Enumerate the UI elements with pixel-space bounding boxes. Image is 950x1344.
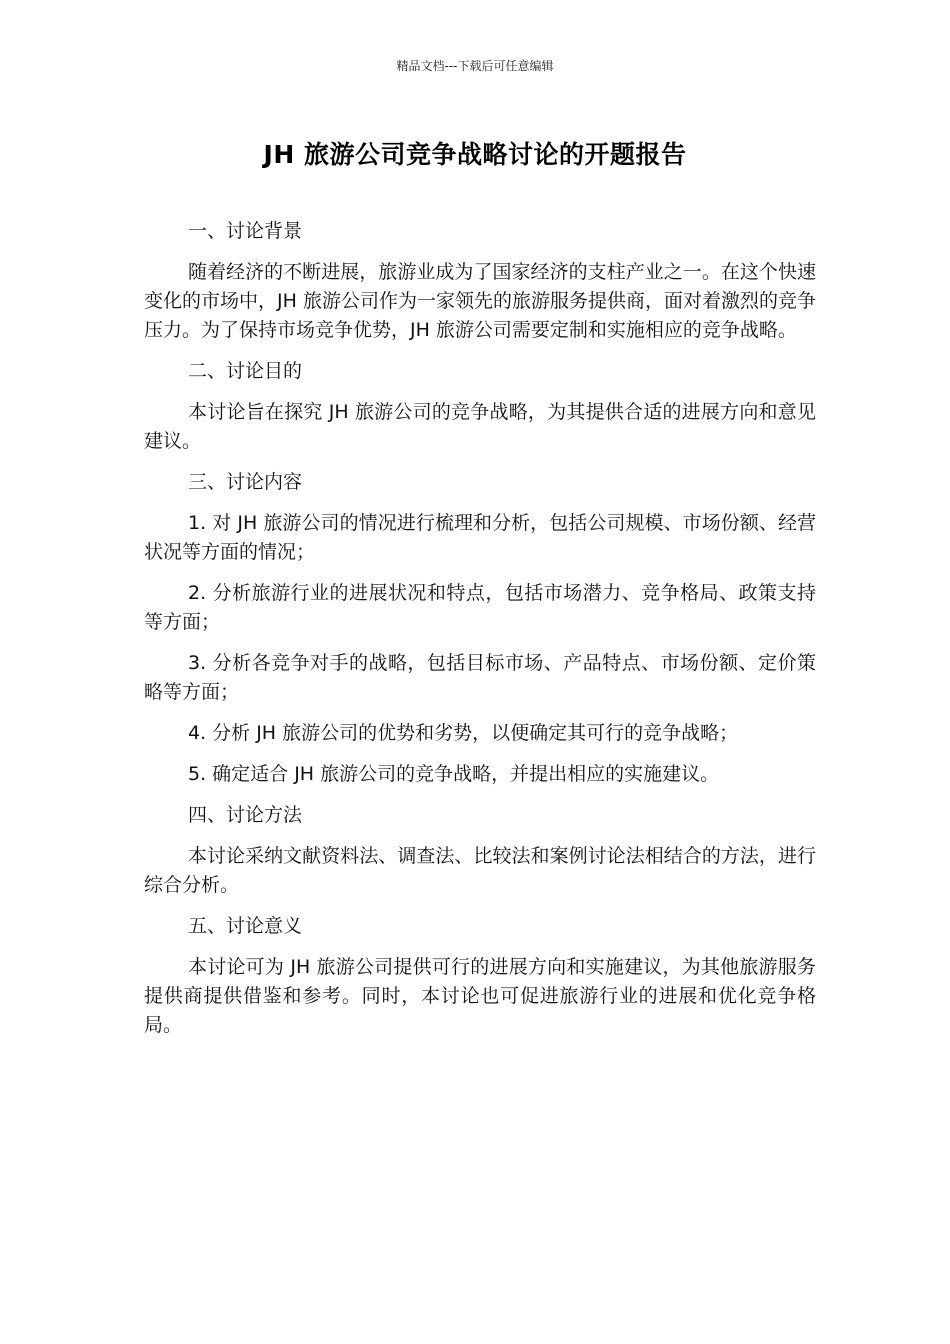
page-header: 精品文档---下载后可任意编辑 — [396, 59, 554, 73]
section-heading-background: 一、讨论背景 — [188, 220, 303, 242]
content-item-2: 2. 分析旅游行业的进展状况和特点，包括市场潜力、竞争格局、政策支持等方面； — [144, 582, 816, 633]
paragraph-background: 随着经济的不断进展，旅游业成为了国家经济的支柱产业之一。在这个快速变化的市场中，JH 旅游公司作为一家领先的旅游服务提供商，面对着激烈的竞争压力。为了保持市场竞争优势，JH 旅游公司需要定制和实施相应的竞争战略。 — [144, 261, 816, 341]
document-title: JH 旅游公司竞争战略讨论的开题报告 — [263, 140, 687, 169]
paragraph-significance: 本讨论可为 JH 旅游公司提供可行的进展方向和实施建议，为其他旅游服务提供商提供借鉴和参考。同时，本讨论也可促进旅游行业的进展和优化竞争格局。 — [144, 956, 816, 1036]
document-body — [144, 217, 816, 1052]
content-item-3: 3. 分析各竞争对手的战略，包括目标市场、产品特点、市场份额、定价策略等方面； — [144, 652, 816, 703]
section-heading-significance: 五、讨论意义 — [188, 915, 303, 937]
paragraph-purpose: 本讨论旨在探究 JH 旅游公司的竞争战略，为其提供合适的进展方向和意见建议。 — [144, 401, 816, 452]
section-heading-purpose: 二、讨论目的 — [188, 360, 303, 382]
paragraph-method: 本讨论采纳文献资料法、调查法、比较法和案例讨论法相结合的方法，进行综合分析。 — [144, 845, 816, 896]
content-item-4: 4. 分析 JH 旅游公司的优势和劣势，以便确定其可行的竞争战略； — [188, 722, 739, 744]
content-item-1: 1. 对 JH 旅游公司的情况进行梳理和分析，包括公司规模、市场份额、经营状况等方面的情况； — [144, 512, 816, 563]
section-heading-content: 三、讨论内容 — [188, 471, 303, 493]
content-item-5: 5. 确定适合 JH 旅游公司的竞争战略，并提出相应的实施建议。 — [188, 763, 720, 785]
section-heading-method: 四、讨论方法 — [188, 804, 303, 826]
